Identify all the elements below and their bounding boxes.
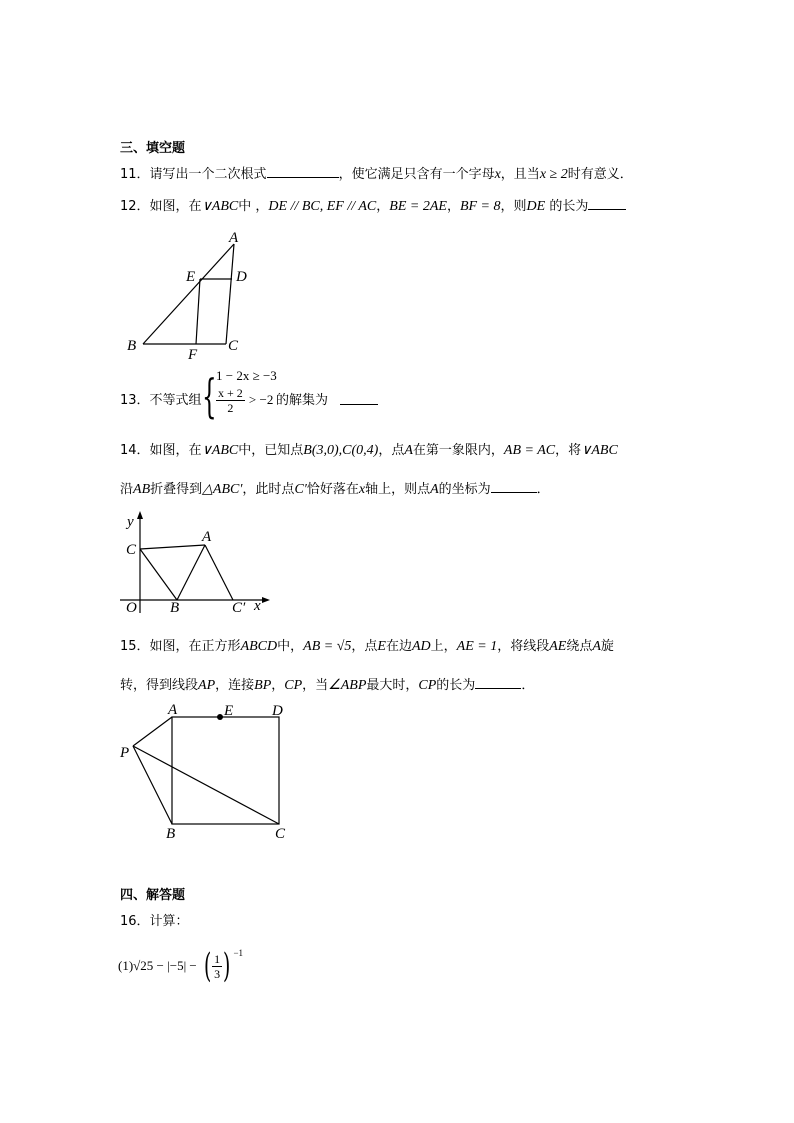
- q15-text-d: 在边: [385, 639, 412, 654]
- q11-text-c: ，且当: [500, 167, 540, 182]
- q11-var-x: x: [494, 167, 501, 182]
- q14-label-a: A: [202, 529, 212, 545]
- q11-condition: x ≥ 2: [539, 167, 568, 182]
- q13-frac-num: x + 2: [218, 386, 243, 400]
- q16-expression: √25 − |−5| −: [133, 958, 197, 973]
- q16-exponent: −1: [233, 948, 244, 958]
- q15-label-b: B: [166, 826, 176, 842]
- q15-answer-blank: [475, 676, 521, 689]
- q15-line2-c: ，: [271, 678, 285, 693]
- q15-label-a: A: [168, 702, 178, 718]
- q12-sep-1: ，: [376, 199, 390, 214]
- q13-ineq2-rest: > −2: [248, 392, 274, 407]
- q15-point-e-dot: [217, 714, 223, 720]
- q14-point-a-2: A: [430, 482, 439, 497]
- q12-triangle: ∨ABC: [201, 199, 239, 214]
- q16-frac-num: 1: [214, 951, 221, 966]
- q14-label-c: C: [126, 542, 137, 558]
- q15-square: ABCD: [240, 639, 278, 654]
- q12-condition-3: BF = 8: [459, 199, 501, 214]
- q15-text-g: 绕点: [566, 639, 593, 654]
- q12-label-e: E: [186, 269, 196, 285]
- q13-number: 13．: [120, 393, 150, 408]
- q14-label-b: B: [170, 600, 180, 616]
- q12-text-c: ，则: [500, 199, 527, 214]
- q13-text-b: 的解集为: [276, 393, 329, 408]
- q15-condition-2: AE = 1: [456, 639, 498, 654]
- q16-left-paren: (: [203, 946, 212, 986]
- question-16: [120, 913, 189, 931]
- q14-line2-a: 沿: [120, 482, 134, 497]
- question-14-line-1: [120, 442, 618, 460]
- q14-text-a: 如图，在: [149, 443, 202, 458]
- q12-text-b: 中 ，: [238, 199, 269, 214]
- q11-text-a: 请写出一个二次根式: [149, 167, 267, 182]
- q15-line2-e: 最大时，: [366, 678, 419, 693]
- q13-answer-blank: [340, 392, 378, 405]
- q12-answer-blank: [588, 197, 626, 210]
- q12-label-d: D: [236, 269, 247, 285]
- q15-line2-b: ，连接: [215, 678, 255, 693]
- q14-x-axis: x: [358, 482, 366, 497]
- q15-label-c: C: [275, 826, 286, 842]
- q16-text: 计算：: [149, 914, 189, 929]
- q14-text-d: 在第一象限内，: [412, 443, 504, 458]
- question-12: [120, 197, 626, 216]
- q14-answer-blank: [491, 480, 537, 493]
- q14-text-e: ，将: [555, 443, 582, 458]
- question-15-line-2: [120, 676, 534, 695]
- q12-text-a: 如图，在: [149, 199, 202, 214]
- q13-text-a: 不等式组: [149, 393, 202, 408]
- q14-label-o: O: [126, 600, 137, 616]
- q15-condition-1: AB = √5: [303, 639, 352, 654]
- q15-text-f: ，将线段: [497, 639, 550, 654]
- q16-number: 16．: [120, 914, 150, 929]
- q14-x-arrow-icon: [262, 597, 270, 603]
- q13-frac-den: 2: [227, 401, 234, 415]
- q12-ask: DE: [526, 199, 546, 214]
- q12-label-f: F: [188, 347, 198, 363]
- q11-text-b: ，使它满足只含有一个字母: [338, 167, 495, 182]
- question-11: [120, 165, 633, 184]
- q15-text-a: 如图，在正方形: [149, 639, 241, 654]
- q14-triangle-3: △ABC′: [202, 482, 243, 497]
- section-heading-fill-in: 三、填空题: [120, 141, 186, 156]
- q15-segment-cp: CP: [284, 678, 303, 693]
- q14-y-arrow-icon: [137, 511, 143, 519]
- q15-text-b: 中，: [277, 639, 304, 654]
- q14-triangle-2: ∨ABC: [581, 443, 618, 458]
- q12-label-b: B: [127, 338, 137, 354]
- q13-brace: {: [202, 369, 217, 423]
- q14-figure: [115, 508, 275, 618]
- q16-fraction: [212, 952, 222, 981]
- q15-label-p: P: [120, 745, 130, 761]
- q14-number: 14．: [120, 443, 150, 458]
- q15-point-e: E: [377, 639, 386, 654]
- q15-point-a: A: [592, 639, 601, 654]
- q15-side-ad: AD: [411, 639, 431, 654]
- q15-end: ．: [521, 678, 535, 693]
- question-15-line-1: [120, 638, 614, 656]
- q15-text-h: 旋: [600, 639, 614, 654]
- q12-number: 12．: [120, 199, 150, 214]
- q14-ab: AB: [133, 482, 151, 497]
- q15-text-e: 上，: [430, 639, 457, 654]
- q14-text-c: ，点: [378, 443, 405, 458]
- q14-label-c-prime: C′: [232, 600, 246, 616]
- q12-sep-2: ，: [446, 199, 460, 214]
- q12-figure: [120, 225, 260, 365]
- q12-condition-1: DE // BC, EF // AC: [268, 199, 377, 214]
- q16-part-1: [118, 946, 243, 992]
- q14-condition: AB = AC: [503, 443, 556, 458]
- q16-right-paren: ): [223, 946, 231, 986]
- q15-number: 15．: [120, 639, 150, 654]
- q11-text-d: 时有意义．: [567, 167, 633, 182]
- q11-answer-blank: [267, 165, 339, 178]
- q14-end: ．: [536, 482, 550, 497]
- q12-text-d: 的长为: [545, 199, 589, 214]
- q14-line2-b: 折叠得到: [150, 482, 203, 497]
- q15-label-e: E: [224, 703, 234, 719]
- q14-line2-c: ，此时点: [242, 482, 295, 497]
- q15-figure: [115, 698, 300, 843]
- q12-condition-2: BE = 2AE: [389, 199, 447, 214]
- q14-points: B(3,0),C(0,4): [303, 443, 379, 458]
- q14-line2-f: 的坐标为: [438, 482, 491, 497]
- q14-label-y: y: [127, 514, 134, 530]
- q11-number: 11．: [120, 167, 150, 182]
- q15-line2-f: 的长为: [436, 678, 476, 693]
- question-13: [120, 368, 420, 430]
- q13-fraction: [216, 386, 245, 415]
- q12-label-a: A: [229, 230, 239, 246]
- q15-line2-d: ，当: [302, 678, 329, 693]
- q14-point-a: A: [404, 443, 413, 458]
- q15-segment-bp: BP: [254, 678, 272, 693]
- q14-line2-d: 恰好落在: [306, 482, 359, 497]
- q13-inequality-1: 1 − 2x ≥ −3: [216, 368, 277, 383]
- q14-text-b: 中，已知点: [238, 443, 304, 458]
- q14-label-x: x: [254, 598, 261, 614]
- q16-frac-den: 3: [214, 966, 221, 981]
- section-heading-answer: 四、解答题: [120, 888, 186, 903]
- q15-segment-ap: AP: [198, 678, 216, 693]
- question-14-line-2: [120, 480, 550, 499]
- q16-part1-label: (1): [118, 958, 134, 973]
- q15-angle: ∠ABP: [328, 678, 367, 693]
- q14-triangle: ∨ABC: [201, 443, 239, 458]
- q13-inequality-2: [216, 386, 273, 415]
- q15-line2-a: 转，得到线段: [120, 678, 199, 693]
- q15-segment-ae: AE: [549, 639, 567, 654]
- q15-label-d: D: [272, 703, 283, 719]
- q12-label-c: C: [228, 338, 239, 354]
- q15-segment-cp-2: CP: [418, 678, 437, 693]
- q14-c-prime: C′: [294, 482, 307, 497]
- q15-text-c: ，点: [351, 639, 378, 654]
- q14-line2-e: 轴上，则点: [365, 482, 431, 497]
